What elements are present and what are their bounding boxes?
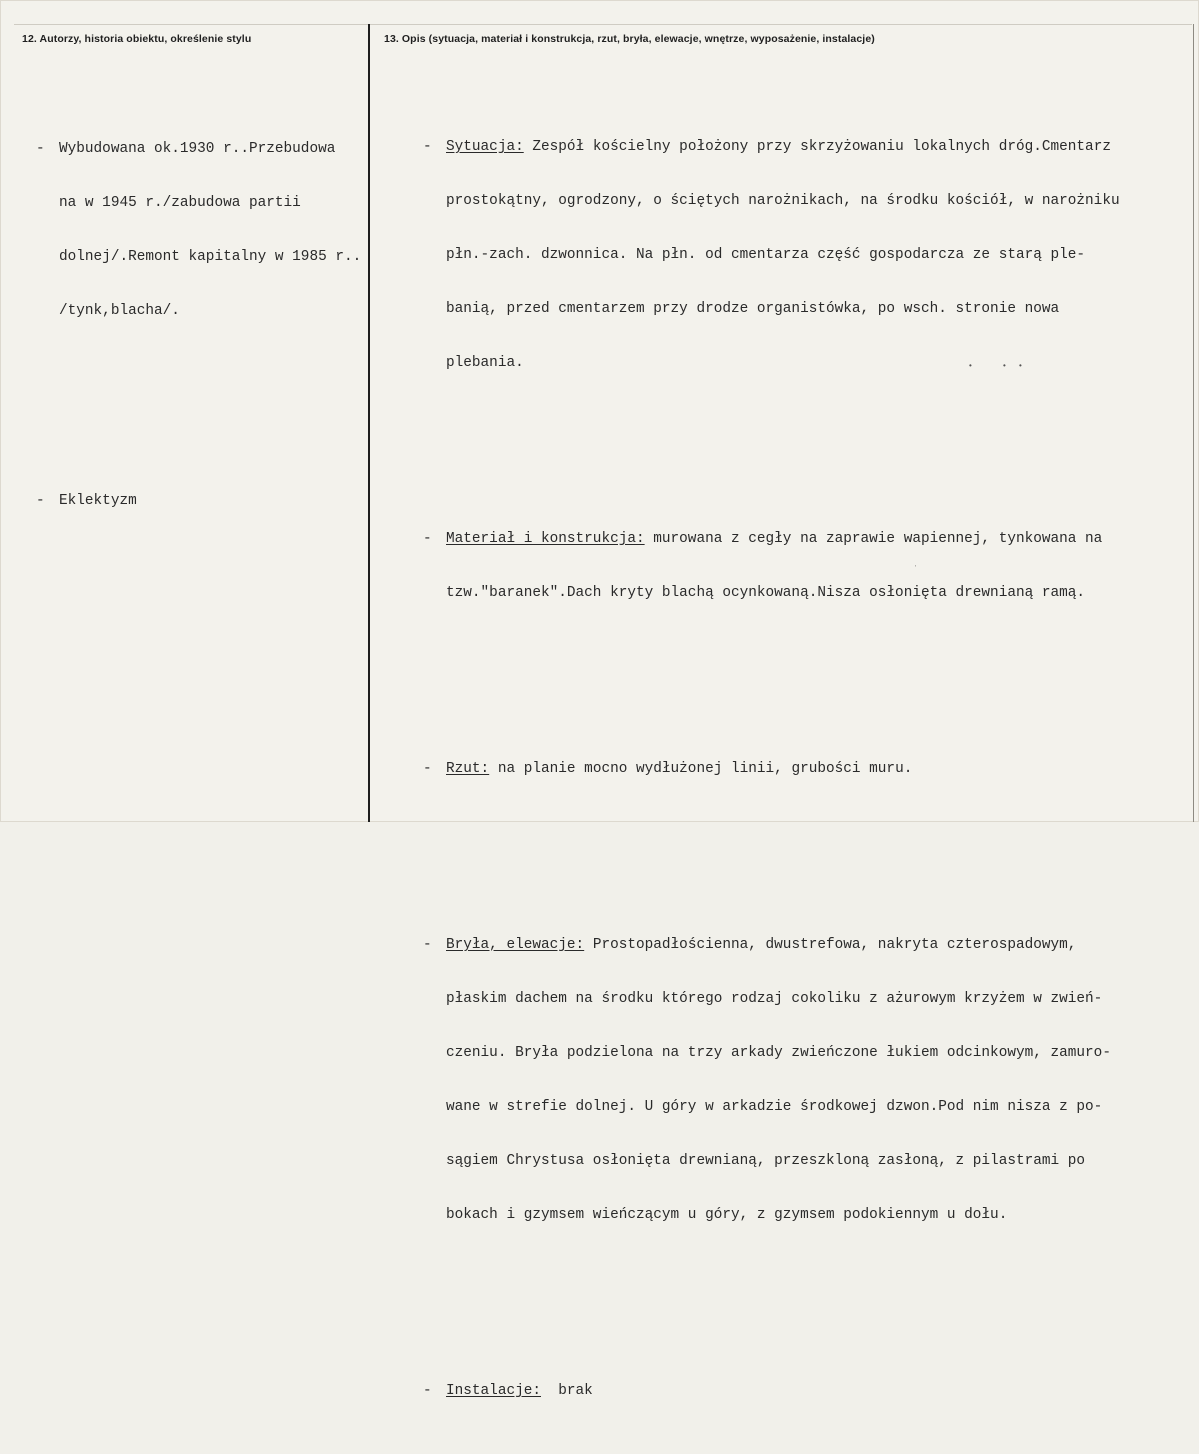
- ink-speck: •: [968, 362, 973, 371]
- style-entry: - Eklektyzm: [36, 493, 137, 509]
- material-entry: - Materiał i konstrukcja: murowana z cegły na zaprawie wapiennej, tynkowana na tzw."baranek".Dach kryty blachą ocynkowaną.Nisza osłonięta drewnianą ramą.: [423, 494, 1193, 638]
- style-value: Eklektyzm: [59, 493, 137, 509]
- bryla-entry: - Bryła, elewacje: Prostopadłościenna, dwustrefowa, nakryta czterospadowym, płaskim dachem na środku którego rodzaj cokoliku z ażurowym krzyżem w zwień- czeniu. Bryła podzielona na trzy arkady zwieńczone łukiem odcinkowym, zamuro- wane w strefie dolnej. U góry w arkadzie środkowej dzwon.Pod nim nisza z po- sągiem Chrystusa osłonięta drewnianą, przeszkloną zasłoną, z pilastrami po bokach i gzymsem wieńczącym u góry, z gzymsem podokiennym u dołu.: [423, 900, 1193, 1260]
- bryla-line: sągiem Chrystusa osłonięta drewnianą, przeszkloną zasłoną, z pilastrami po: [446, 1153, 1086, 1169]
- bryla-line: wane w strefie dolnej. U góry w arkadzie środkowej dzwon.Pod nim nisza z po-: [446, 1099, 1103, 1115]
- material-label: Materiał i konstrukcja:: [446, 531, 645, 547]
- sytuacja-label: Sytuacja:: [446, 139, 524, 155]
- history-line: /tynk,blacha/.: [59, 303, 180, 319]
- sytuacja-line: prostokątny, ogrodzony, o ściętych narożnikach, na środku kościół, w narożniku: [446, 193, 1120, 209]
- history-line: dolnej/.Remont kapitalny w 1985 r..: [59, 249, 362, 265]
- rzut-label: Rzut:: [446, 761, 490, 777]
- history-column: [36, 68, 361, 564]
- column-divider: [368, 24, 370, 822]
- history-line: - Wybudowana ok.1930 r..Przebudowa: [36, 141, 336, 157]
- sytuacja-line: płn.-zach. dzwonnica. Na płn. od cmentarza część gospodarcza ze starą ple-: [446, 247, 1086, 263]
- sytuacja-entry: - Sytuacja: Zespół kościelny położony przy skrzyżowaniu lokalnych dróg.Cmentarz prostokątny, ogrodzony, o ściętych narożnikach, na środku kościół, w narożniku płn.-zach. dzwonnica. Na płn. od cmentarza część gospodarcza ze starą ple- banią, przed cmentarzem przy drodze organistówka, po wsch. stronie nowa plebania.: [423, 102, 1193, 408]
- instalacje-entry: - Instalacje: brak: [423, 1383, 593, 1399]
- ink-speck: ˈ: [913, 565, 918, 574]
- sytuacja-line: banią, przed cmentarzem przy drodze organistówka, po wsch. stronie nowa: [446, 301, 1060, 317]
- bryla-label: Bryła, elewacje:: [446, 937, 585, 953]
- ink-speck: •: [1002, 362, 1007, 371]
- sytuacja-line: plebania.: [446, 355, 524, 371]
- section-12-header: 12. Autorzy, historia obiektu, określenie stylu: [22, 33, 252, 45]
- rzut-entry: - Rzut: na planie mocno wydłużonej linii, grubości muru.: [423, 761, 913, 777]
- ink-speck: •: [1018, 362, 1023, 371]
- right-frame-line: [1193, 24, 1194, 822]
- instalacje-label: Instalacje:: [446, 1383, 541, 1399]
- bryla-line: płaskim dachem na środku którego rodzaj cokoliku z ażurowym krzyżem w zwień-: [446, 991, 1103, 1007]
- section-13-header: 13. Opis (sytuacja, materiał i konstrukcja, rzut, bryła, elewacje, wnętrze, wyposażenie, instalacje): [384, 33, 875, 45]
- bryla-line: czeniu. Bryła podzielona na trzy arkady zwieńczone łukiem odcinkowym, zamuro-: [446, 1045, 1111, 1061]
- history-entry: [36, 104, 361, 356]
- bryla-line: bokach i gzymsem wieńczącym u góry, z gzymsem podokiennym u dołu.: [446, 1207, 1008, 1223]
- material-line: tzw."baranek".Dach kryty blachą ocynkowaną.Nisza osłonięta drewnianą ramą.: [446, 585, 1086, 601]
- description-column: [423, 66, 1193, 1454]
- history-line: na w 1945 r./zabudowa partii: [59, 195, 301, 211]
- top-rule: [14, 24, 1192, 25]
